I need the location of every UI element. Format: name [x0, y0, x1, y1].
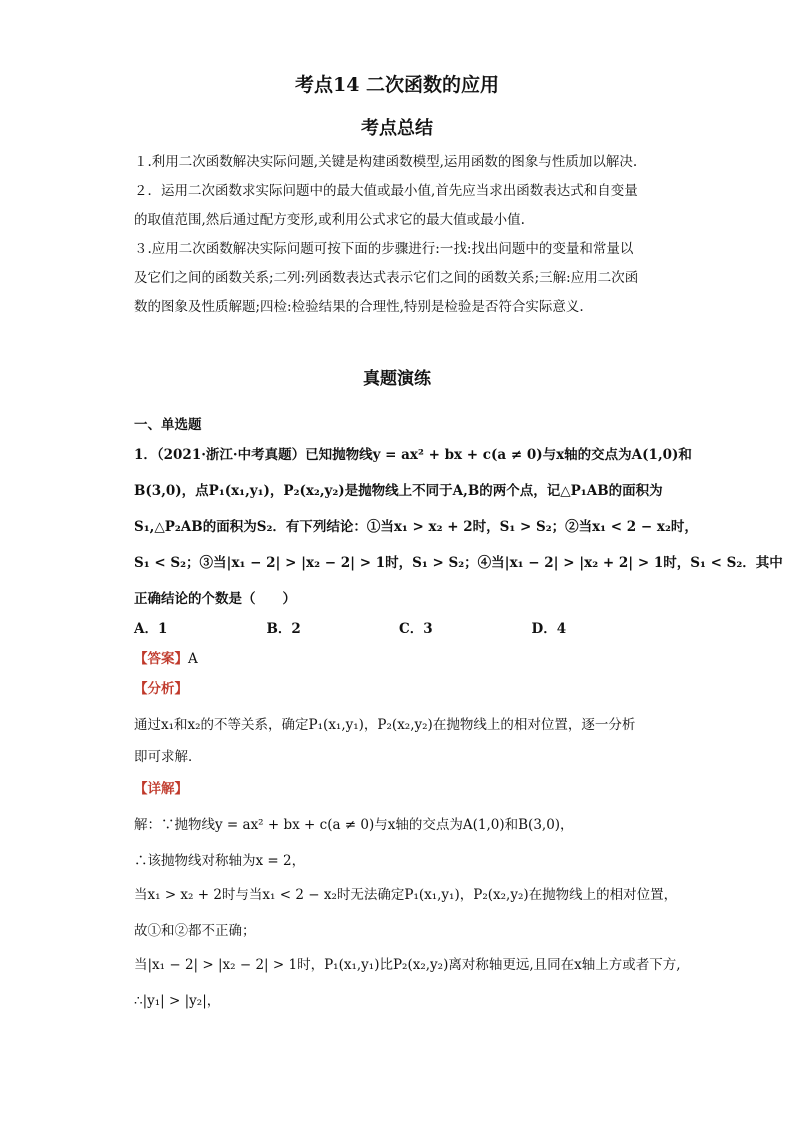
analysis-line: 即可求解．: [134, 749, 202, 765]
section-heading: 真题演练: [363, 369, 431, 389]
page-title: 考点14 二次函数的应用: [294, 74, 500, 96]
choice-a: A．1: [134, 621, 168, 637]
summary-line: １.利用二次函数解决实际问题,关键是构建函数模型,运用函数的图象与性质加以解决.: [134, 154, 638, 170]
detail-line: 故①和②都不正确；: [134, 923, 256, 939]
summary-line: 的取值范围,然后通过配方变形,或利用公式求它的最大值或最小值.: [134, 212, 525, 228]
choice-list: [134, 614, 664, 644]
choice-c: C．3: [399, 621, 433, 637]
summary-block: [134, 148, 664, 322]
question-line: B(3,0)，点P₁(x₁,y₁)，P₂(x₂,y₂)是抛物线上不同于A,B的两个点，记△P₁AB的面积为: [134, 483, 663, 499]
question-line: 1．（2021·浙江·中考真题）已知抛物线y = ax² + bx + c(a ≠ 0)与x轴的交点为A(1,0)和: [134, 447, 692, 463]
detail-line: 解：∵抛物线y = ax² + bx + c(a ≠ 0)与x轴的交点为A(1,0)和B(3,0)，: [134, 817, 574, 833]
detail-line: 当|x₁ − 2| > |x₂ − 2| > 1时，P₁(x₁,y₁)比P₂(x₂,y₂)离对称轴更远,且同在x轴上方或者下方,: [134, 957, 681, 973]
detail-line: ∴|y₁| > |y₂|，: [134, 993, 221, 1009]
summary-line: ２．运用二次函数求实际问题中的最大值或最小值,首先应当求出函数表达式和自变量: [134, 183, 638, 199]
analysis-line: 通过x₁和x₂的不等关系，确定P₁(x₁,y₁)，P₂(x₂,y₂)在抛物线上的相对位置，逐一分析: [134, 717, 636, 733]
answer-label: 【答案】: [134, 651, 188, 667]
question-line: S₁,△P₂AB的面积为S₂．有下列结论：①当x₁ > x₂ + 2时，S₁ > S₂；②当x₁ < 2 − x₂时，: [134, 519, 698, 535]
summary-line: 数的图象及性质解题;四检:检验结果的合理性,特别是检验是否符合实际意义.: [134, 299, 584, 315]
detail-line: ∴该抛物线对称轴为x = 2，: [134, 853, 306, 869]
summary-line: ３.应用二次函数解决实际问题可按下面的步骤进行:一找:找出问题中的变量和常量以: [134, 241, 634, 257]
part-heading: 一、单选题: [134, 417, 202, 433]
question-line: S₁ < S₂；③当|x₁ − 2| > |x₂ − 2| > 1时，S₁ > S₂；④当|x₁ − 2| > |x₂ + 2| > 1时，S₁ < S₂．其中: [134, 555, 783, 571]
question-line: 正确结论的个数是（ ）: [134, 591, 296, 607]
choice-b: B．2: [266, 621, 301, 637]
analysis-label: 【分析】: [134, 681, 188, 697]
detail-label: 【详解】: [134, 781, 188, 797]
answer-line: [134, 644, 664, 674]
answer-value: A: [188, 651, 198, 667]
choice-d: D．4: [531, 621, 567, 637]
detail-line: 当x₁ > x₂ + 2时与当x₁ < 2 − x₂时无法确定P₁(x₁,y₁)，P₂(x₂,y₂)在抛物线上的相对位置，: [134, 887, 678, 903]
summary-line: 及它们之间的函数关系;二列:列函数表达式表示它们之间的函数关系;三解:应用二次函: [134, 270, 639, 286]
summary-heading: 考点总结: [361, 118, 433, 139]
question-block: [134, 410, 783, 1020]
